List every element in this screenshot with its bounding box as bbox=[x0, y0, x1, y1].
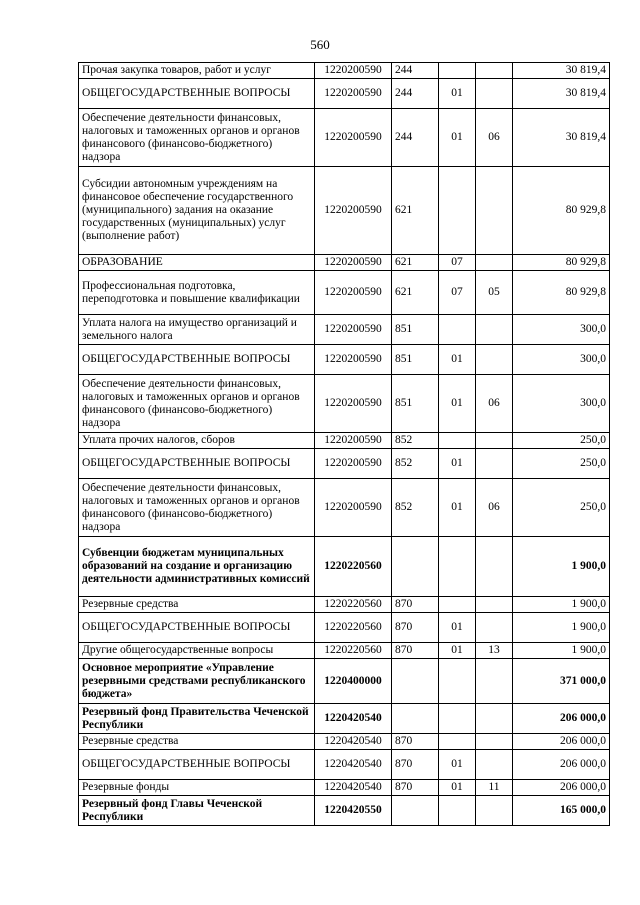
table-row bbox=[79, 659, 610, 704]
row-vr-cell bbox=[392, 537, 439, 597]
table-row bbox=[79, 704, 610, 734]
row-rz-cell: 01 bbox=[439, 109, 476, 167]
row-sum-cell: 80 929,8 bbox=[513, 167, 610, 255]
row-sum-cell: 250,0 bbox=[513, 433, 610, 449]
budget-table-body bbox=[79, 63, 610, 826]
row-pr-cell: 06 bbox=[476, 479, 513, 537]
row-pr-cell: 06 bbox=[476, 109, 513, 167]
row-vr-cell: 870 bbox=[392, 597, 439, 613]
row-sum-cell: 300,0 bbox=[513, 375, 610, 433]
table-row bbox=[79, 643, 610, 659]
row-code-cell: 1220200590 bbox=[315, 315, 392, 345]
row-sum-cell: 250,0 bbox=[513, 449, 610, 479]
row-code-cell: 1220420540 bbox=[315, 734, 392, 750]
row-name-cell: ОБЩЕГОСУДАРСТВЕННЫЕ ВОПРОСЫ bbox=[79, 345, 315, 375]
table-row bbox=[79, 433, 610, 449]
row-pr-cell bbox=[476, 255, 513, 271]
row-vr-cell: 244 bbox=[392, 109, 439, 167]
row-vr-cell bbox=[392, 659, 439, 704]
row-sum-cell: 30 819,4 bbox=[513, 109, 610, 167]
row-sum-cell: 165 000,0 bbox=[513, 796, 610, 826]
row-rz-cell: 01 bbox=[439, 613, 476, 643]
row-sum-cell: 1 900,0 bbox=[513, 643, 610, 659]
row-rz-cell: 01 bbox=[439, 375, 476, 433]
row-code-cell: 1220200590 bbox=[315, 109, 392, 167]
row-name-cell: Прочая закупка товаров, работ и услуг bbox=[79, 63, 315, 79]
row-pr-cell bbox=[476, 345, 513, 375]
row-rz-cell: 01 bbox=[439, 449, 476, 479]
row-rz-cell: 01 bbox=[439, 479, 476, 537]
row-name-cell: Обеспечение деятельности финансовых, налоговых и таможенных органов и органов финансового (финансово-бюджетного) надзора bbox=[79, 375, 315, 433]
row-vr-cell: 870 bbox=[392, 734, 439, 750]
row-rz-cell bbox=[439, 704, 476, 734]
row-pr-cell bbox=[476, 734, 513, 750]
row-pr-cell bbox=[476, 167, 513, 255]
table-row bbox=[79, 255, 610, 271]
row-name-cell: ОБРАЗОВАНИЕ bbox=[79, 255, 315, 271]
row-vr-cell: 870 bbox=[392, 643, 439, 659]
table-row bbox=[79, 479, 610, 537]
table-row bbox=[79, 345, 610, 375]
row-pr-cell bbox=[476, 79, 513, 109]
table-row bbox=[79, 796, 610, 826]
row-code-cell: 1220420550 bbox=[315, 796, 392, 826]
row-sum-cell: 206 000,0 bbox=[513, 704, 610, 734]
row-rz-cell: 01 bbox=[439, 643, 476, 659]
row-sum-cell: 206 000,0 bbox=[513, 734, 610, 750]
row-vr-cell: 852 bbox=[392, 479, 439, 537]
row-name-cell: ОБЩЕГОСУДАРСТВЕННЫЕ ВОПРОСЫ bbox=[79, 613, 315, 643]
row-vr-cell bbox=[392, 704, 439, 734]
row-vr-cell: 621 bbox=[392, 271, 439, 315]
row-code-cell: 1220200590 bbox=[315, 433, 392, 449]
table-row bbox=[79, 537, 610, 597]
row-rz-cell: 01 bbox=[439, 780, 476, 796]
row-code-cell: 1220200590 bbox=[315, 63, 392, 79]
row-name-cell: Субсидии автономным учреждениям на финансовое обеспечение государственного (муниципального) задания на оказание государственных (муниципальных) услуг (выполнение работ) bbox=[79, 167, 315, 255]
row-rz-cell: 07 bbox=[439, 271, 476, 315]
row-vr-cell: 870 bbox=[392, 750, 439, 780]
row-vr-cell: 621 bbox=[392, 255, 439, 271]
row-sum-cell: 1 900,0 bbox=[513, 613, 610, 643]
row-name-cell: Резервные фонды bbox=[79, 780, 315, 796]
row-pr-cell bbox=[476, 796, 513, 826]
row-sum-cell: 1 900,0 bbox=[513, 597, 610, 613]
row-rz-cell bbox=[439, 659, 476, 704]
row-code-cell: 1220200590 bbox=[315, 79, 392, 109]
row-sum-cell: 30 819,4 bbox=[513, 63, 610, 79]
row-sum-cell: 371 000,0 bbox=[513, 659, 610, 704]
row-name-cell: Резервные средства bbox=[79, 734, 315, 750]
table-row bbox=[79, 597, 610, 613]
table-row bbox=[79, 271, 610, 315]
row-rz-cell bbox=[439, 433, 476, 449]
row-pr-cell bbox=[476, 750, 513, 780]
row-code-cell: 1220200590 bbox=[315, 271, 392, 315]
row-sum-cell: 30 819,4 bbox=[513, 79, 610, 109]
row-name-cell: Резервный фонд Правительства Чеченской Республики bbox=[79, 704, 315, 734]
row-code-cell: 1220420540 bbox=[315, 750, 392, 780]
table-row bbox=[79, 109, 610, 167]
row-code-cell: 1220200590 bbox=[315, 255, 392, 271]
row-sum-cell: 206 000,0 bbox=[513, 780, 610, 796]
row-vr-cell: 870 bbox=[392, 780, 439, 796]
row-rz-cell: 01 bbox=[439, 345, 476, 375]
table-row bbox=[79, 613, 610, 643]
row-name-cell: Субвенции бюджетам муниципальных образований на создание и организацию деятельности административных комиссий bbox=[79, 537, 315, 597]
row-vr-cell: 852 bbox=[392, 449, 439, 479]
row-code-cell: 1220200590 bbox=[315, 449, 392, 479]
row-name-cell: Основное мероприятие «Управление резервными средствами республиканского бюджета» bbox=[79, 659, 315, 704]
row-sum-cell: 300,0 bbox=[513, 345, 610, 375]
table-row bbox=[79, 750, 610, 780]
page-number: 560 bbox=[310, 37, 330, 52]
row-pr-cell bbox=[476, 63, 513, 79]
row-pr-cell bbox=[476, 659, 513, 704]
row-vr-cell: 851 bbox=[392, 375, 439, 433]
table-row bbox=[79, 449, 610, 479]
table-row bbox=[79, 734, 610, 750]
row-vr-cell: 870 bbox=[392, 613, 439, 643]
row-rz-cell: 07 bbox=[439, 255, 476, 271]
row-code-cell: 1220420540 bbox=[315, 780, 392, 796]
row-pr-cell bbox=[476, 315, 513, 345]
row-code-cell: 1220220560 bbox=[315, 643, 392, 659]
row-vr-cell: 851 bbox=[392, 345, 439, 375]
row-code-cell: 1220220560 bbox=[315, 613, 392, 643]
row-pr-cell bbox=[476, 597, 513, 613]
row-sum-cell: 206 000,0 bbox=[513, 750, 610, 780]
row-rz-cell bbox=[439, 734, 476, 750]
row-code-cell: 1220400000 bbox=[315, 659, 392, 704]
row-vr-cell: 852 bbox=[392, 433, 439, 449]
row-name-cell: ОБЩЕГОСУДАРСТВЕННЫЕ ВОПРОСЫ bbox=[79, 79, 315, 109]
row-rz-cell: 01 bbox=[439, 750, 476, 780]
row-rz-cell bbox=[439, 315, 476, 345]
row-vr-cell bbox=[392, 796, 439, 826]
table-row bbox=[79, 63, 610, 79]
row-vr-cell: 244 bbox=[392, 79, 439, 109]
row-name-cell: Уплата налога на имущество организаций и земельного налога bbox=[79, 315, 315, 345]
row-pr-cell: 05 bbox=[476, 271, 513, 315]
row-code-cell: 1220420540 bbox=[315, 704, 392, 734]
table-row bbox=[79, 315, 610, 345]
row-sum-cell: 250,0 bbox=[513, 479, 610, 537]
row-pr-cell: 06 bbox=[476, 375, 513, 433]
row-name-cell: Профессиональная подготовка, переподготовка и повышение квалификации bbox=[79, 271, 315, 315]
row-name-cell: Резервные средства bbox=[79, 597, 315, 613]
row-name-cell: ОБЩЕГОСУДАРСТВЕННЫЕ ВОПРОСЫ bbox=[79, 750, 315, 780]
table-row bbox=[79, 79, 610, 109]
row-name-cell: Уплата прочих налогов, сборов bbox=[79, 433, 315, 449]
row-rz-cell bbox=[439, 597, 476, 613]
row-vr-cell: 244 bbox=[392, 63, 439, 79]
row-name-cell: ОБЩЕГОСУДАРСТВЕННЫЕ ВОПРОСЫ bbox=[79, 449, 315, 479]
table-row bbox=[79, 167, 610, 255]
row-sum-cell: 1 900,0 bbox=[513, 537, 610, 597]
row-pr-cell bbox=[476, 537, 513, 597]
row-sum-cell: 80 929,8 bbox=[513, 271, 610, 315]
row-rz-cell bbox=[439, 796, 476, 826]
budget-table bbox=[78, 62, 610, 826]
row-pr-cell bbox=[476, 449, 513, 479]
row-pr-cell bbox=[476, 613, 513, 643]
row-rz-cell bbox=[439, 537, 476, 597]
row-vr-cell: 621 bbox=[392, 167, 439, 255]
row-code-cell: 1220200590 bbox=[315, 375, 392, 433]
row-code-cell: 1220220560 bbox=[315, 537, 392, 597]
row-rz-cell bbox=[439, 167, 476, 255]
row-name-cell: Обеспечение деятельности финансовых, налоговых и таможенных органов и органов финансового (финансово-бюджетного) надзора bbox=[79, 479, 315, 537]
row-pr-cell: 13 bbox=[476, 643, 513, 659]
row-code-cell: 1220220560 bbox=[315, 597, 392, 613]
row-vr-cell: 851 bbox=[392, 315, 439, 345]
table-row bbox=[79, 375, 610, 433]
table-row bbox=[79, 780, 610, 796]
row-pr-cell: 11 bbox=[476, 780, 513, 796]
row-name-cell: Другие общегосударственные вопросы bbox=[79, 643, 315, 659]
row-pr-cell bbox=[476, 433, 513, 449]
row-sum-cell: 300,0 bbox=[513, 315, 610, 345]
row-name-cell: Обеспечение деятельности финансовых, налоговых и таможенных органов и органов финансового (финансово-бюджетного) надзора bbox=[79, 109, 315, 167]
row-rz-cell: 01 bbox=[439, 79, 476, 109]
row-rz-cell bbox=[439, 63, 476, 79]
row-code-cell: 1220200590 bbox=[315, 345, 392, 375]
row-sum-cell: 80 929,8 bbox=[513, 255, 610, 271]
row-code-cell: 1220200590 bbox=[315, 167, 392, 255]
row-code-cell: 1220200590 bbox=[315, 479, 392, 537]
row-name-cell: Резервный фонд Главы Чеченской Республики bbox=[79, 796, 315, 826]
row-pr-cell bbox=[476, 704, 513, 734]
